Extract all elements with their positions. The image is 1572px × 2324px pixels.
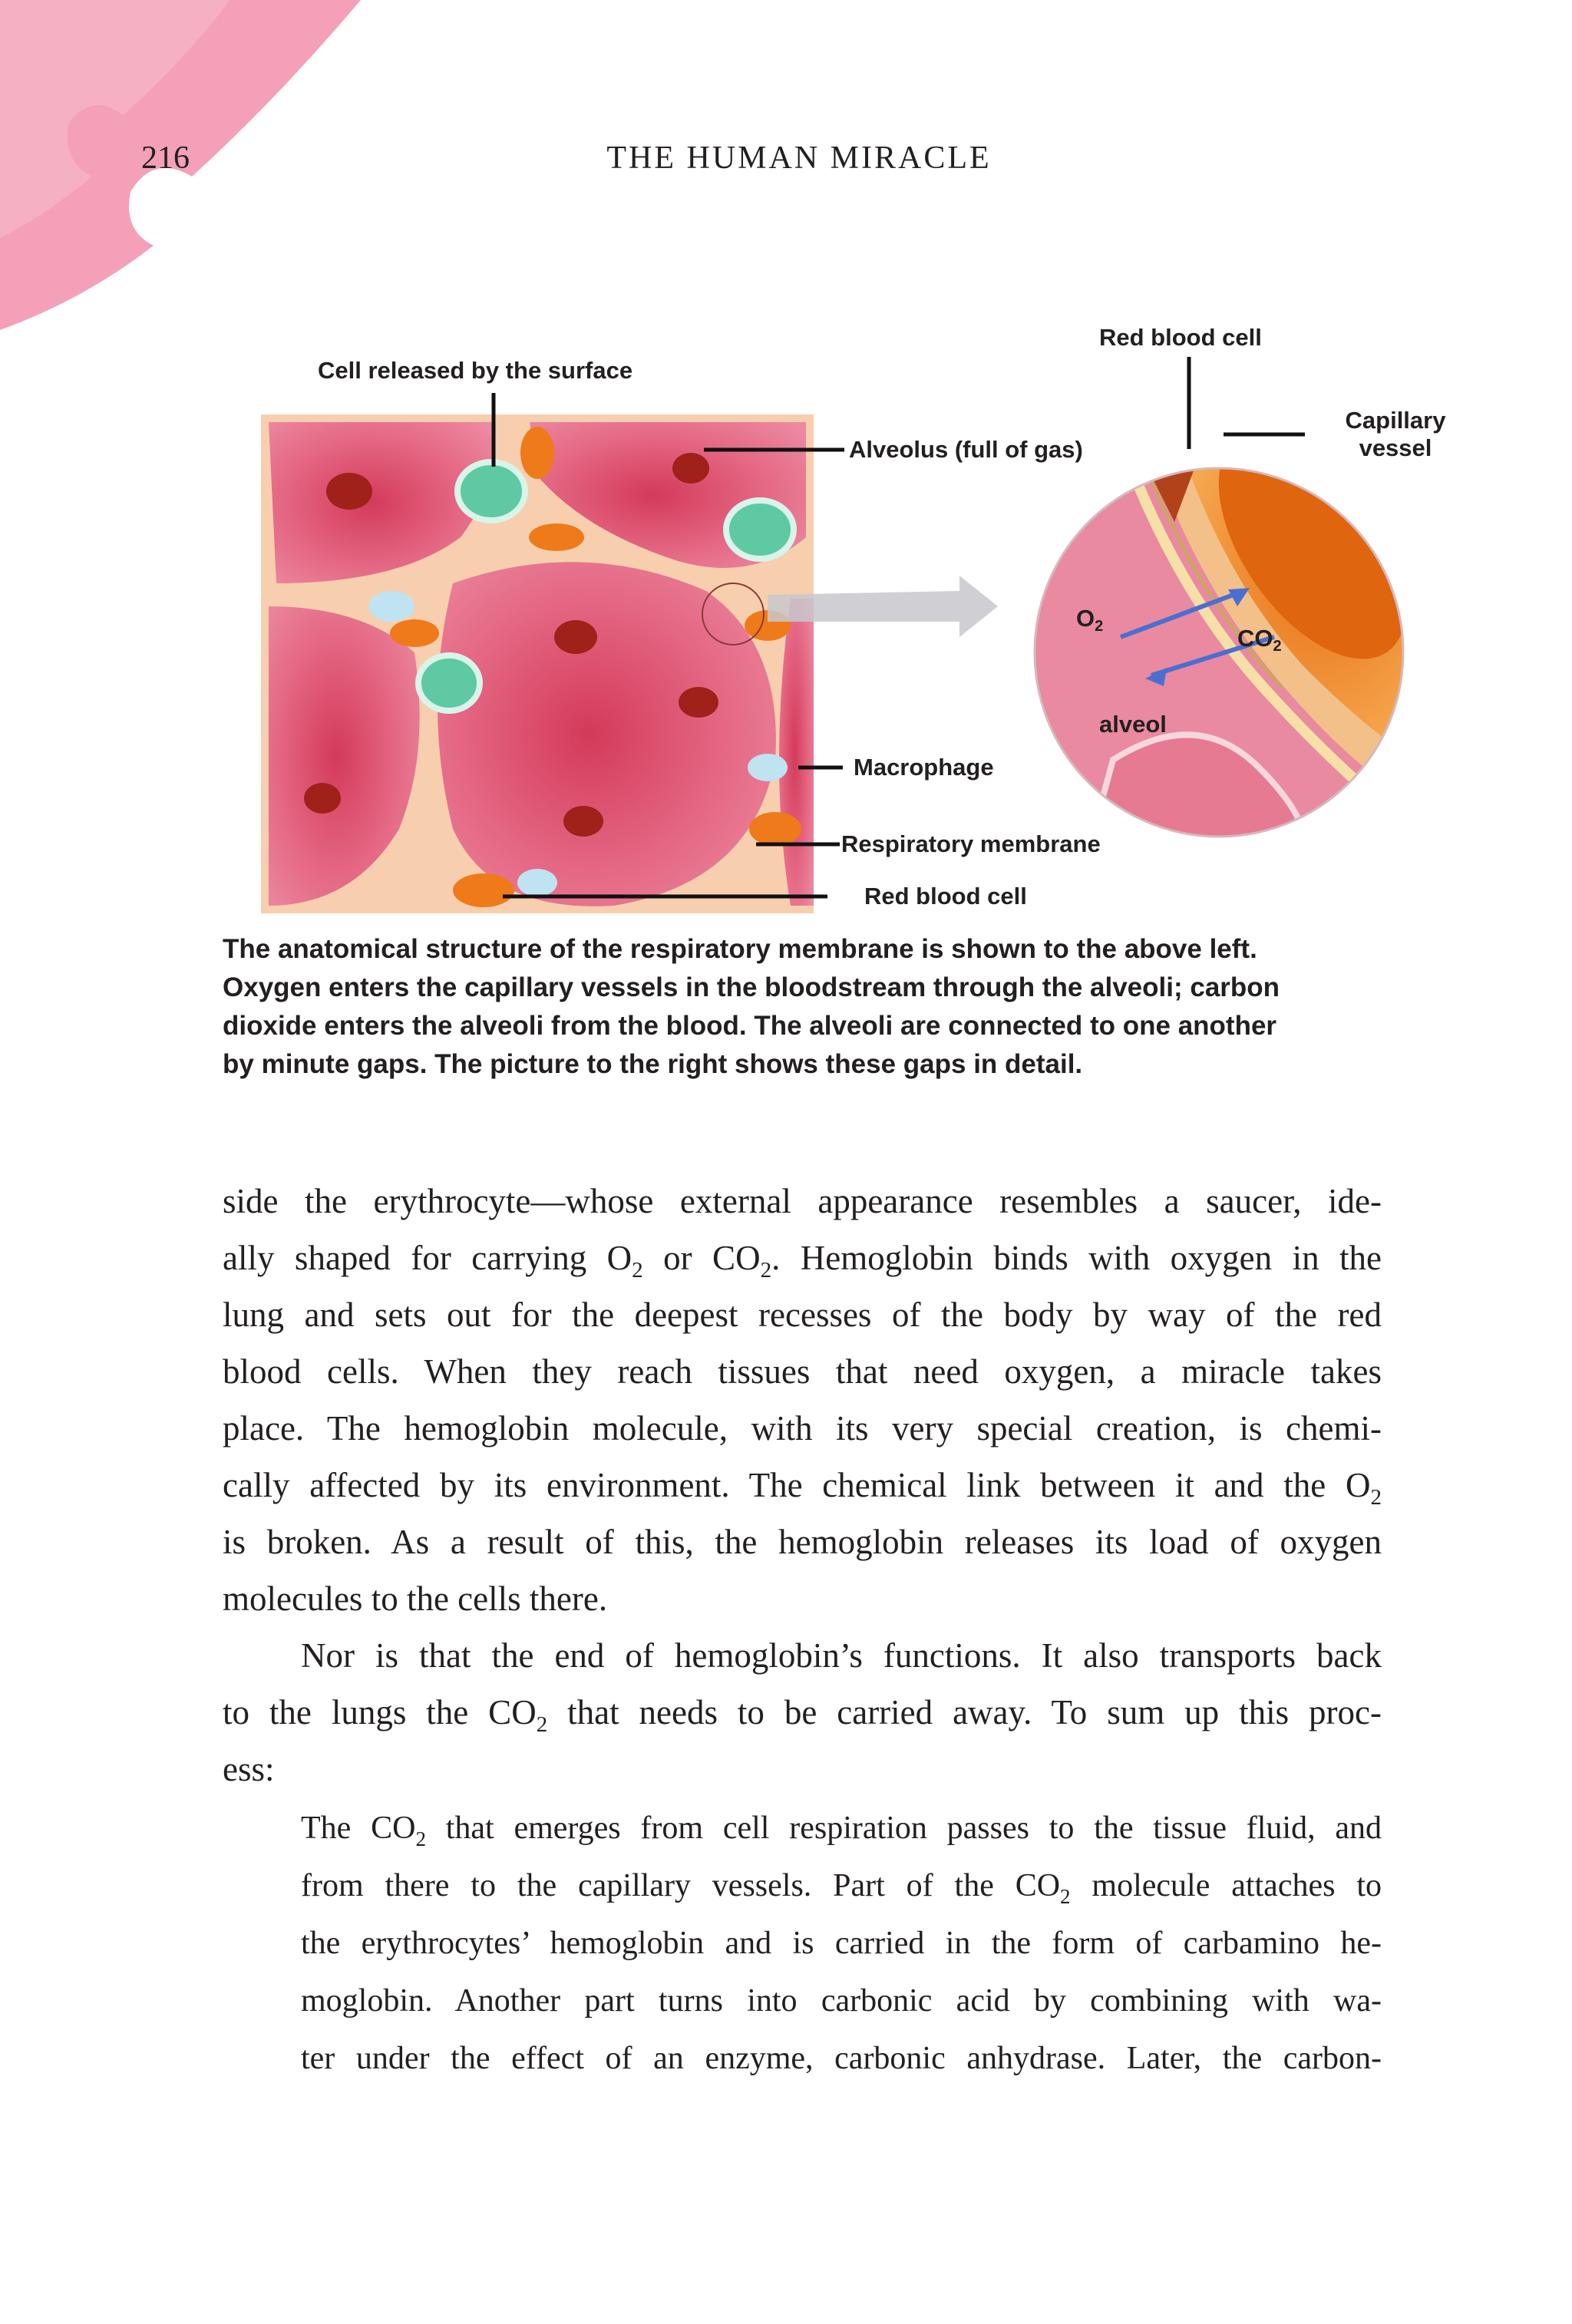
text-line: side the erythrocyte—whose external appearance resembles a saucer, ide- — [223, 1182, 1382, 1220]
label-alveolus: Alveolus (full of gas) — [849, 436, 1083, 463]
caption-line: dioxide enters the alveoli from the blood. The alveoli are connected to one another — [223, 1011, 1277, 1041]
text-line: from there to the capillary vessels. Part of the $CO_2$ molecule attaches to — [301, 1868, 1382, 1908]
text-line: ess: — [223, 1750, 275, 1788]
text-line: cally affected by its environment. The chemical link between it and the $O_2$ — [223, 1466, 1382, 1510]
text-line: the erythrocytes’ hemoglobin and is carried in the form of carbamino he- — [301, 1926, 1382, 1961]
text-line: ally shaped for carrying $O_2$ or $CO_2$. Hemoglobin binds with oxygen in the — [223, 1239, 1382, 1282]
text-line: to the lungs the $CO_2$ that needs to be carried away. To sum up this proc- — [223, 1693, 1382, 1737]
text-line: ter under the effect of an enzyme, carbonic anhydrase. Later, the carbon- — [301, 2041, 1382, 2076]
page-number: 216 — [141, 140, 190, 176]
text-line: blood cells. When they reach tissues that need oxygen, a miracle takes — [223, 1352, 1382, 1391]
text-line: The $CO_2$ that emerges from cell respiration passes to the tissue fluid, and — [301, 1811, 1382, 1850]
label-macrophage: Macrophage — [854, 754, 994, 781]
text-line: lung and sets out for the deepest recesses of the body by way of the red — [223, 1296, 1382, 1334]
caption-line: by minute gaps. The picture to the right shows these gaps in detail. — [223, 1049, 1083, 1079]
text-line: molecules to the cells there. — [223, 1580, 608, 1618]
figure-caption — [223, 930, 1405, 1084]
text-line: is broken. As a result of this, the hemoglobin releases its load of oxygen — [223, 1523, 1382, 1561]
label-alveol: alveol — [1099, 711, 1167, 738]
label-red-blood-cell-top: Red blood cell — [1099, 324, 1262, 351]
label-red-blood-cell-bottom: Red blood cell — [864, 883, 1027, 909]
label-capillary-vessel: Capillary vessel — [1345, 407, 1446, 461]
body-paragraph-2 — [223, 1627, 1382, 1797]
caption-line: Oxygen enters the capillary vessels in the bloodstream through the alveoli; carbon — [223, 972, 1280, 1002]
running-title: THE HUMAN MIRACLE — [606, 140, 992, 176]
label-o2: $O_2$ — [1076, 605, 1104, 635]
label-cell-released: Cell released by the surface — [318, 357, 633, 384]
text-line: place. The hemoglobin molecule, with its very special creation, is chemi- — [223, 1409, 1382, 1448]
label-respiratory-membrane: Respiratory membrane — [841, 830, 1101, 857]
label-co2: $CO_2$ — [1237, 625, 1282, 655]
body-paragraph-1 — [223, 1173, 1382, 1627]
text-line: moglobin. Another part turns into carbonic acid by combining with wa- — [301, 1983, 1382, 2019]
block-quote — [301, 1800, 1382, 2088]
alveolar-tissue-panel — [261, 414, 814, 913]
caption-line: The anatomical structure of the respiratory membrane is shown to the above left. — [223, 934, 1257, 964]
text-line: Nor is that the end of hemoglobin’s functions. It also transports back — [301, 1636, 1382, 1675]
